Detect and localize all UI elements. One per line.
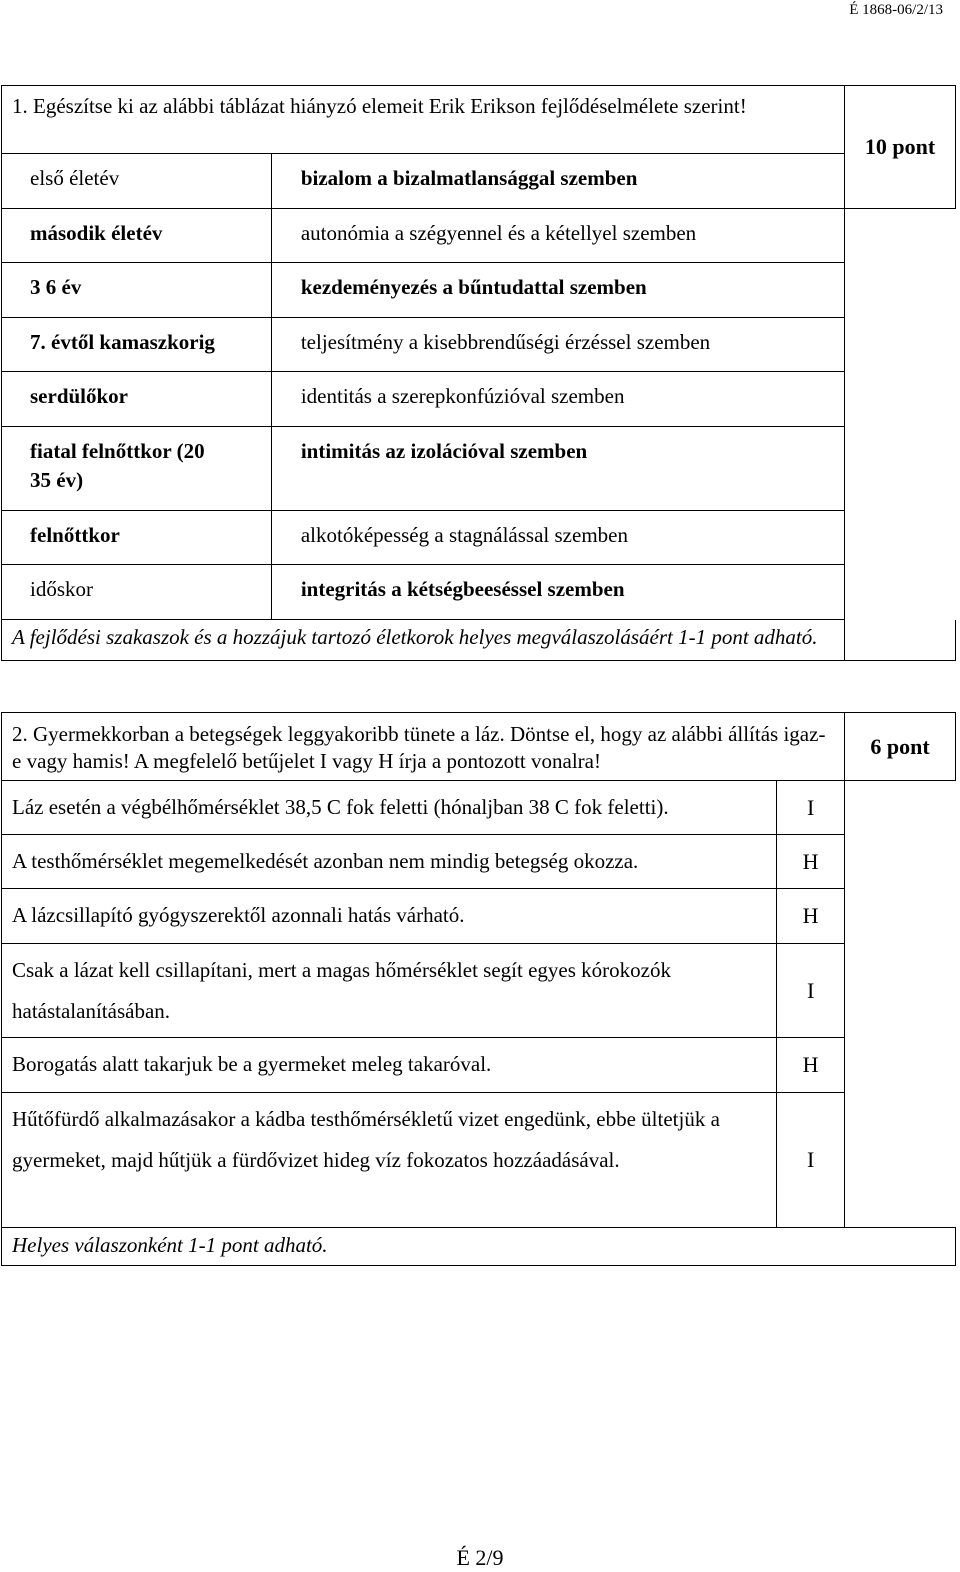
task1-age-cell [2, 427, 272, 511]
task2-answer [777, 781, 845, 835]
task1-table [1, 85, 956, 661]
task1-question: 1. Egészítse ki az alábbi táblázat hiányzó elemeit Erik Erikson fejlődéselmélete szerint! [2, 86, 845, 154]
task2-answer [777, 1093, 845, 1228]
task2-answer [777, 944, 845, 1038]
task1-age-cell [2, 263, 272, 318]
task1-age-cell [2, 565, 272, 620]
task2-question: 2. Gyermekkorban a betegségek leggyakoribb tünete a láz. Döntse el, hogy az alábbi állítás igaz-e vagy hamis! A megfelelő betűjelet I vagy H írja a pontozott vonalra! [2, 713, 845, 781]
stage-label: intimitás az izolációval szemben [300, 439, 588, 463]
stage-label: kezdeményezés a bűntudattal szemben [300, 275, 647, 299]
stage-label: autonómia a szégyennel és a kétellyel szemben [300, 221, 697, 245]
task2-scoring-note: Helyes válaszonként 1-1 pont adható. [2, 1228, 956, 1266]
task1-age-cell [2, 372, 272, 427]
age-label: serdülőkor [30, 384, 129, 408]
task1-points: 10 pont [845, 86, 956, 209]
age-label: 7. évtől kamaszkorig [30, 330, 215, 354]
document-code: É 1868-06/2/13 [849, 2, 943, 18]
stage-label: bizalom a bizalmatlansággal szemben [300, 166, 638, 190]
statement-text: Csak a lázat kell csillapítani, mert a magas hőmérséklet segít egyes kórokozók hatástalanításában. [12, 958, 671, 1023]
task1-stage-cell [271, 209, 844, 263]
statement-text: A testhőmérséklet megemelkedését azonban nem mindig betegség okozza. [12, 849, 639, 873]
task2-answer [777, 1038, 845, 1093]
task1-stage-cell [271, 154, 844, 209]
age-label: 3 6 év [30, 275, 82, 299]
task1-stage-cell [271, 511, 844, 565]
task2-statement [2, 889, 777, 944]
task1-stage-cell [271, 372, 844, 427]
task2-statement [2, 944, 777, 1038]
stage-label: identitás a szerepkonfúzióval szemben [300, 384, 625, 408]
task2-statement [2, 1093, 777, 1228]
task2-statement [2, 1038, 777, 1093]
task2-answer [777, 889, 845, 944]
statement-text: Láz esetén a végbélhőmérséklet 38,5 C fok feletti (hónaljban 38 C fok feletti). [12, 795, 669, 819]
age-label: felnőttkor [30, 523, 120, 547]
answer-letter: H [802, 903, 819, 928]
task2-table [1, 712, 956, 1266]
age-label: második életév [30, 221, 163, 245]
task2-answer [777, 835, 845, 889]
task1-scoring-note: A fejlődési szakaszok és a hozzájuk tartozó életkorok helyes megválaszolásáért 1-1 pont adható. [2, 620, 956, 661]
answer-letter: I [806, 1147, 815, 1172]
task2-statement [2, 781, 777, 835]
task1-age-cell [2, 318, 272, 372]
age-label: időskor [30, 577, 93, 601]
stage-label: alkotóképesség a stagnálással szemben [300, 523, 628, 547]
answer-letter: I [806, 977, 815, 1003]
statement-text: Borogatás alatt takarjuk be a gyermeket meleg takaróval. [12, 1052, 492, 1076]
answer-letter: I [806, 794, 815, 820]
task1-stage-cell [271, 565, 844, 620]
task2-points: 6 pont [845, 713, 956, 781]
answer-letter: H [802, 848, 819, 874]
age-label: első életév [30, 166, 120, 190]
task1-age-cell [2, 154, 272, 209]
stage-label: integritás a kétségbeeséssel szemben [300, 577, 625, 601]
task2-statement [2, 835, 777, 889]
page-number: É 2/9 [456, 1545, 504, 1570]
task1-age-cell [2, 209, 272, 263]
statement-text: A lázcsillapító gyógyszerektől azonnali hatás várható. [12, 903, 465, 927]
answer-letter: H [802, 1052, 819, 1077]
task1-age-cell [2, 511, 272, 565]
task1-stage-cell [271, 427, 844, 511]
task1-stage-cell [271, 318, 844, 372]
statement-text: Hűtőfürdő alkalmazásakor a kádba testhőmérsékletű vizet engedünk, ebbe ültetjük a gyermeket, majd hűtjük a fürdővizet hideg víz fokozatos hozzáadásával. [12, 1107, 720, 1172]
stage-label: teljesítmény a kisebbrendűségi érzéssel szemben [300, 330, 711, 354]
age-label: fiatal felnőttkor (20 35 év) [30, 439, 205, 492]
task1-stage-cell [271, 263, 844, 318]
